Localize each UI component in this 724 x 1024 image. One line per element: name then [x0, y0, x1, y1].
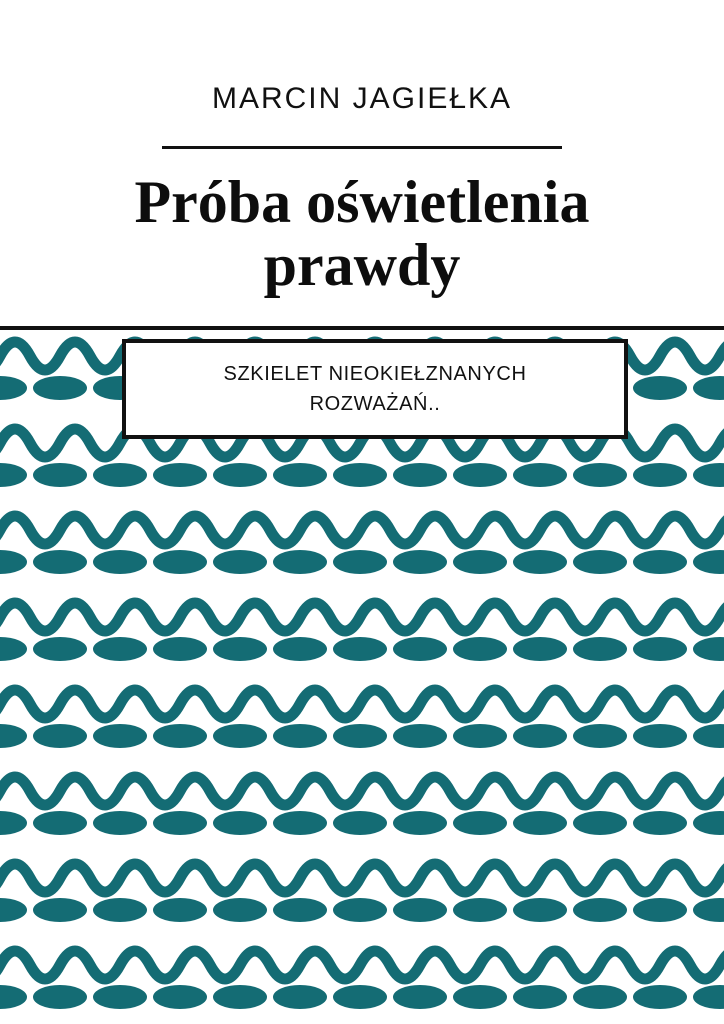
title-divider-rule	[162, 146, 562, 149]
subtitle-line-2: ROZWAŻAŃ..	[309, 393, 441, 415]
subtitle-text	[224, 359, 527, 419]
cover-header	[0, 0, 724, 326]
subtitle-line-1: SZKIELET NIEOKIEŁZNANYCH	[223, 363, 527, 385]
book-title: Próba oświetlenia prawdy	[134, 169, 590, 298]
subtitle-box	[122, 339, 628, 439]
band-top-border	[0, 326, 724, 330]
author-name: MARCIN JAGIEŁKA	[211, 82, 513, 115]
